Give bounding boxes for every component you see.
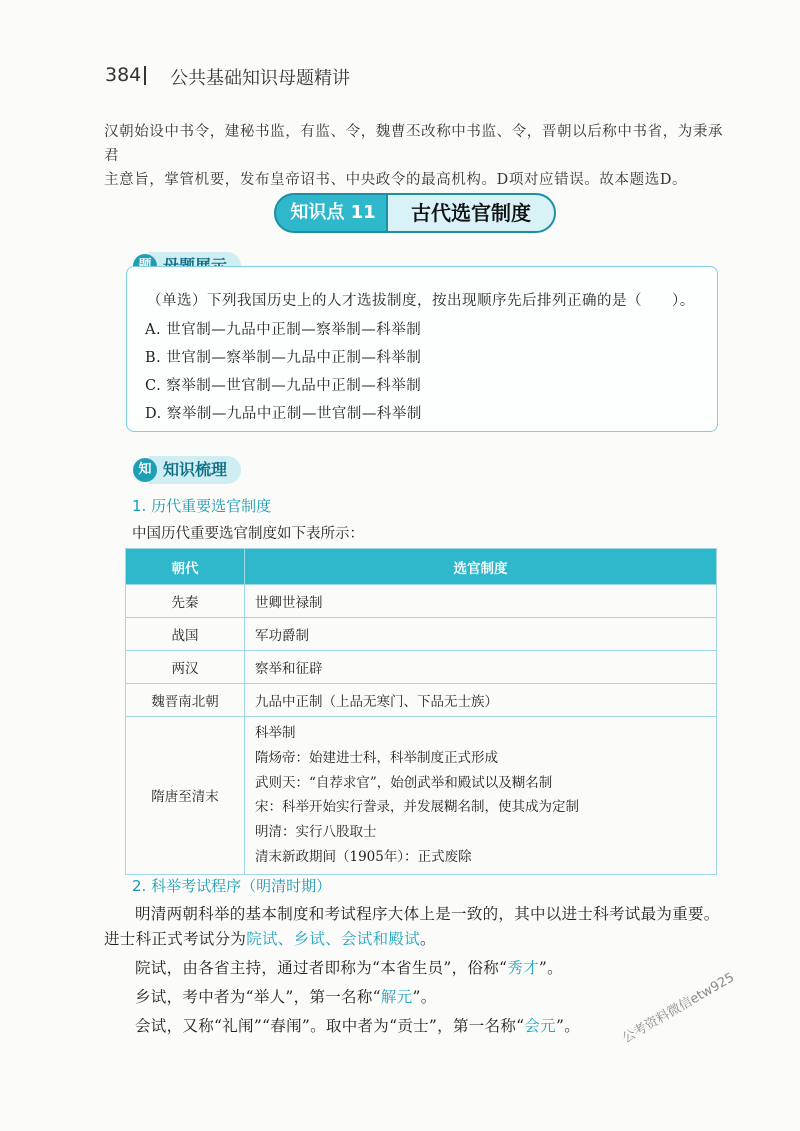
highlight-jieyuan: 解元 <box>380 988 413 1006</box>
exam-line-2 <box>104 927 724 952</box>
text-span: 会试，又称“礼闱”“春闱”。取中者为“贡士”，第一名称“ <box>135 1017 525 1035</box>
knowledge-heading-label: 知识梳理 <box>149 456 241 484</box>
intro-paragraph <box>104 120 724 192</box>
system-cell: 世卿世禄制 <box>245 585 717 618</box>
knowledge-icon: 知 <box>133 458 157 482</box>
intro-line-2: 主意旨，掌管机要，发布皇帝诏书、中央政令的最高机构。D项对应错误。故本题选D。 <box>104 172 688 188</box>
era-cell: 先秦 <box>126 585 245 618</box>
system-cell: 察举和征辟 <box>245 651 717 684</box>
table-row <box>126 717 717 875</box>
table-row <box>126 651 717 684</box>
header-system: 选官制度 <box>245 549 717 585</box>
option-b: B. 世官制—察举制—九品中正制—科举制 <box>145 350 422 366</box>
yuanshi-line <box>104 956 724 981</box>
header-era: 朝代 <box>126 549 245 585</box>
text-span: 院试，由各省主持，通过者即称为“本省生员”，俗称“ <box>135 959 508 977</box>
subheading-2: 2. 科举考试程序（明清时期） <box>132 877 332 895</box>
highlight-huiyuan: 会元 <box>524 1017 556 1035</box>
option-d: D. 察举制—九品中正制—世官制—科举制 <box>145 406 422 422</box>
system-line: 科举制 <box>255 725 296 741</box>
text-span: 。 <box>420 930 436 948</box>
book-title: 公共基础知识母题精讲 <box>170 68 350 89</box>
system-line: 宋：科举开始实行誊录，并发展糊名制，使其成为定制 <box>255 799 579 816</box>
section-banner <box>274 193 556 231</box>
era-cell: 隋唐至清末 <box>126 717 245 875</box>
system-cell: 军功爵制 <box>245 618 717 651</box>
highlight-exam-stages: 院试、乡试、会试和殿试 <box>246 930 421 948</box>
table-row <box>126 585 717 618</box>
text-span: 进士科正式考试分为 <box>104 930 247 948</box>
exam-paragraph <box>104 902 724 1039</box>
option-c: C. 察举制—世官制—九品中正制—科举制 <box>145 378 422 394</box>
question-stem: （单选）下列我国历史上的人才选拔制度，按出现顺序先后排列正确的是（ ）。 <box>147 293 695 309</box>
table-intro: 中国历代重要选官制度如下表所示： <box>132 526 364 542</box>
option-a: A. 世官制—九品中正制—察举制—科举制 <box>145 322 422 338</box>
era-cell: 战国 <box>126 618 245 651</box>
era-cell: 魏晋南北朝 <box>126 684 245 717</box>
page-number: 384 <box>105 64 142 86</box>
text-span: ”。 <box>538 959 563 977</box>
system-line: 隋炀帝：始建进士科，科举制度正式形成 <box>255 749 498 766</box>
question-box <box>126 266 718 432</box>
text-span: ”。 <box>412 988 437 1006</box>
text-span: 乡试，考中者为“举人”，第一名称“ <box>135 988 381 1006</box>
xiangshi-line <box>104 985 724 1010</box>
exam-line-1: 明清两朝科举的基本制度和考试程序大体上是一致的，其中以进士科考试最为重要。 <box>135 905 720 923</box>
system-cell: 九品中正制（上品无寒门、下品无士族） <box>245 684 717 717</box>
text-span: ”。 <box>555 1017 581 1035</box>
watermark-text: 公考资料微信etw925 <box>620 970 738 1047</box>
system-line: 清末新政期间（1905年）：正式废除 <box>255 848 472 865</box>
table-row <box>126 684 717 717</box>
table-header-row <box>126 549 717 585</box>
era-cell: 两汉 <box>126 651 245 684</box>
highlight-xiucai: 秀才 <box>507 959 539 977</box>
system-cell <box>245 717 717 875</box>
subheading-1: 1. 历代重要选官制度 <box>132 497 272 515</box>
banner-title: 古代选官制度 <box>386 193 556 233</box>
selection-systems-table <box>125 548 717 875</box>
intro-line-1: 汉朝始设中书令，建秘书监，有监、令，魏曹丕改称中书监、令，晋朝以后称中书省，为秉承君 <box>104 124 724 164</box>
banner-tag: 知识点 11 <box>274 193 392 233</box>
header-divider <box>144 66 146 85</box>
system-line: 明清：实行八股取士 <box>255 824 377 841</box>
system-line: 武则天：“自荐求官”，始创武举和殿试以及糊名制 <box>255 774 553 791</box>
table-row <box>126 618 717 651</box>
